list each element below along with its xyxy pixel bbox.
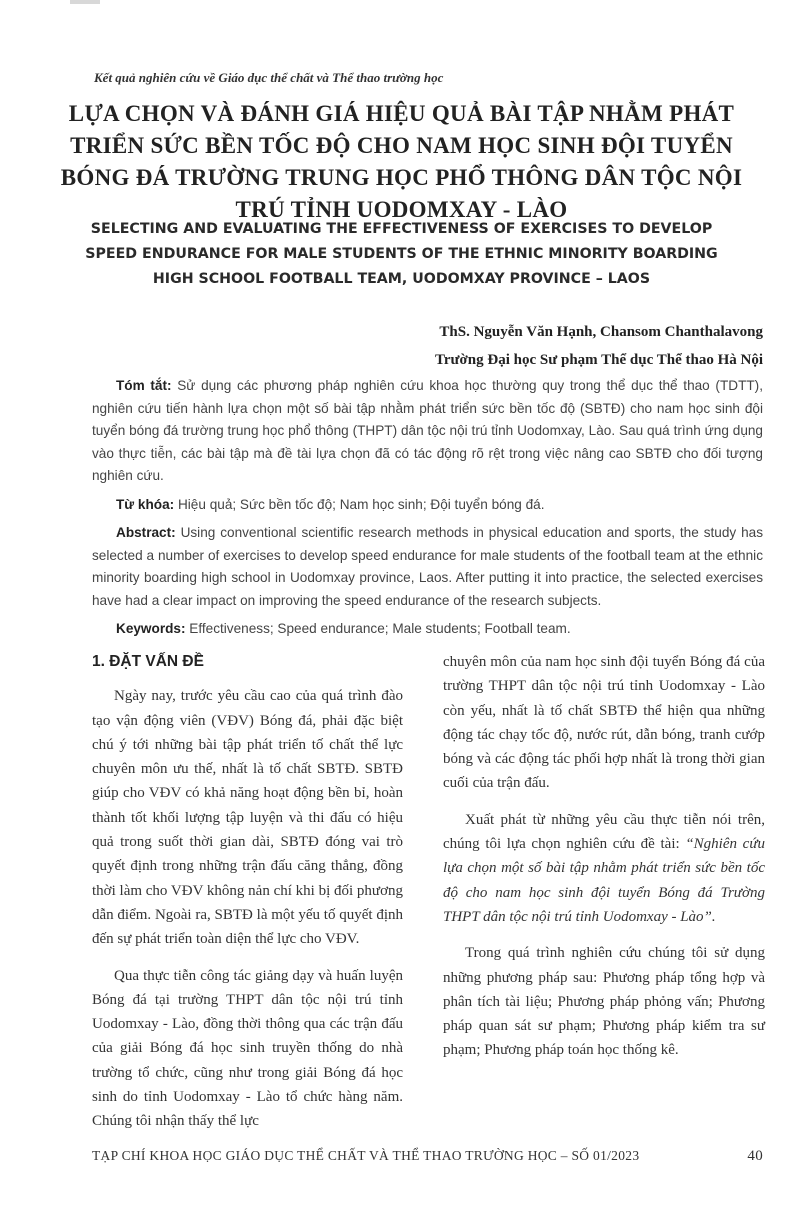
keywords-paragraph [92, 618, 763, 641]
page-footer [92, 1148, 763, 1165]
running-head: Kết quả nghiên cứu về Giáo dục thể chất và Thể thao trường học [94, 70, 444, 85]
right-paragraph-3: Trong quá trình nghiên cứu chúng tôi sử dụng những phương pháp sau: Phương pháp tổng hợp và phân tích tài liệu; Phương pháp phỏng vấn; Phương pháp quan sát sư phạm; Phương pháp kiểm tra sư phạm; Phương pháp toán học thống kê. [443, 945, 765, 1059]
abstract-label: Abstract: [116, 525, 176, 540]
abstract-text: Using conventional scientific research methods in physical education and sports, the study has selected a number of exercises to develop speed endurance for male students of the football team at the ethnic minority boarding high school in Uodomxay province, Laos. After putting it into practice, the selected exercises have had a clear impact on improving the speed endurance of the research subjects. [92, 525, 763, 608]
author-names: ThS. Nguyễn Văn Hạnh, Chansom Chanthalavong [439, 324, 763, 340]
top-edge-mark [70, 0, 100, 4]
author-block [435, 318, 763, 374]
article-title-english: SELECTING AND EVALUATING THE EFFECTIVENESS OF EXERCISES TO DEVELOP SPEED ENDURANCE FOR MALE STUDENTS OF THE ETHNIC MINORITY BOARDING HIGH SCHOOL FOOTBALL TEAM, UODOMXAY PROVINCE – LAOS [85, 221, 718, 287]
tu-khoa-label: Từ khóa: [116, 496, 175, 512]
tu-khoa-paragraph [92, 494, 763, 517]
right-paragraph-2 [443, 808, 765, 929]
left-column [92, 650, 403, 1146]
left-paragraph-2: Qua thực tiễn công tác giảng dạy và huấn luyện Bóng đá tại trường THPT dân tộc nội trú tỉnh Uodomxay - Lào, đồng thời thông qua các trận đấu của giải Bóng đá học sinh truyền thống do nhà trường tổ chức, cũng như trong giải Bóng đá học sinh do tỉnh Uodomxay - Lào tổ chức hàng năm. Chúng tôi nhận thấy thể lực [92, 967, 403, 1130]
author-affiliation: Trường Đại học Sư phạm Thể dục Thể thao Hà Nội [434, 352, 763, 368]
left-paragraph-1: Ngày nay, trước yêu cầu cao của quá trình đào tạo vận động viên (VĐV) Bóng đá, phải đặc biệt chú ý tới những bài tập phát triển tố chất thể lực chuyên môn ưu thế, nhất là tố chất SBTĐ. SBTĐ giúp cho VĐV có khả năng hoạt động bền bỉ, hoàn thành tốt khối lượng tập luyện và thi đấu có hiệu quả trong suốt thời gian dài, SBTĐ đóng vai trò quyết định trong những trận đấu căng thẳng, đồng thời làm cho VĐV không nản chí khi bị đối phương dẫn điểm. Ngoài ra, SBTĐ là một yếu tố quyết định đến sự phát triển toàn diện thể lực cho VĐV. [92, 688, 403, 948]
abstract-block [92, 375, 763, 647]
article-title-vietnamese: LỰA CHỌN VÀ ĐÁNH GIÁ HIỆU QUẢ BÀI TẬP NHẰM PHÁT TRIỂN SỨC BỀN TỐC ĐỘ CHO NAM HỌC SINH ĐỘI TUYỂN BÓNG ĐÁ TRƯỜNG TRUNG HỌC PHỔ THÔNG DÂN TỘC NỘI TRÚ TỈNH UODOMXAY - LÀO [60, 101, 743, 222]
keywords-label: Keywords: [116, 621, 186, 636]
tom-tat-text: Sử dụng các phương pháp nghiên cứu khoa học thường quy trong thể dục thể thao (TDTT), nghiên cứu tiến hành lựa chọn một số bài tập nhằm phát triển sức bền tốc độ (SBTĐ) cho nam học sinh đội tuyển bóng đá trường trung học phổ thông (THPT) dân tộc nội trú tỉnh Uodomxay, Lào. Sau quá trình ứng dụng vào thực tiễn, các bài tập mà đề tài lựa chọn đã có tác động rõ rệt trong việc nâng cao SBTĐ cho đối tượng nghiên cứu. [92, 378, 763, 483]
journal-name: TẠP CHÍ KHOA HỌC GIÁO DỤC THỂ CHẤT VÀ THỂ THAO TRƯỜNG HỌC – SỐ 01/2023 [92, 1148, 640, 1163]
right-paragraph-2-text: Xuất phát từ những yêu cầu thực tiễn nói trên, chúng tôi lựa chọn nghiên cứu đề tài: [443, 811, 765, 853]
keywords-text: Effectiveness; Speed endurance; Male students; Football team. [185, 621, 571, 636]
research-topic-quote: “Nghiên cứu lựa chọn một số bài tập nhằm phát triển sức bền tốc độ cho nam học sinh đội tuyển Bóng đá Trường THPT dân tộc nội trú tỉnh Uodomxay - Lào”. [443, 836, 765, 925]
abstract-paragraph [92, 522, 763, 612]
tu-khoa-text: Hiệu quả; Sức bền tốc độ; Nam học sinh; Đội tuyển bóng đá. [174, 496, 545, 512]
right-column [443, 650, 765, 1075]
tom-tat-label: Tóm tắt: [116, 378, 172, 393]
right-paragraph-1: chuyên môn của nam học sinh đội tuyển Bóng đá của trường THPT dân tộc nội trú tỉnh Uodomxay - Lào còn yếu, nhất là tố chất SBTĐ thể hiện qua những động tác chạy tốc độ, nước rút, dẫn bóng, tranh cướp bóng và các động tác phối hợp nhất là trong thời gian cuối của trận đấu. [443, 654, 765, 792]
section-heading: 1. ĐẶT VẤN ĐỀ [92, 653, 204, 670]
page-number: 40 [747, 1148, 763, 1164]
tom-tat-paragraph [92, 375, 763, 488]
